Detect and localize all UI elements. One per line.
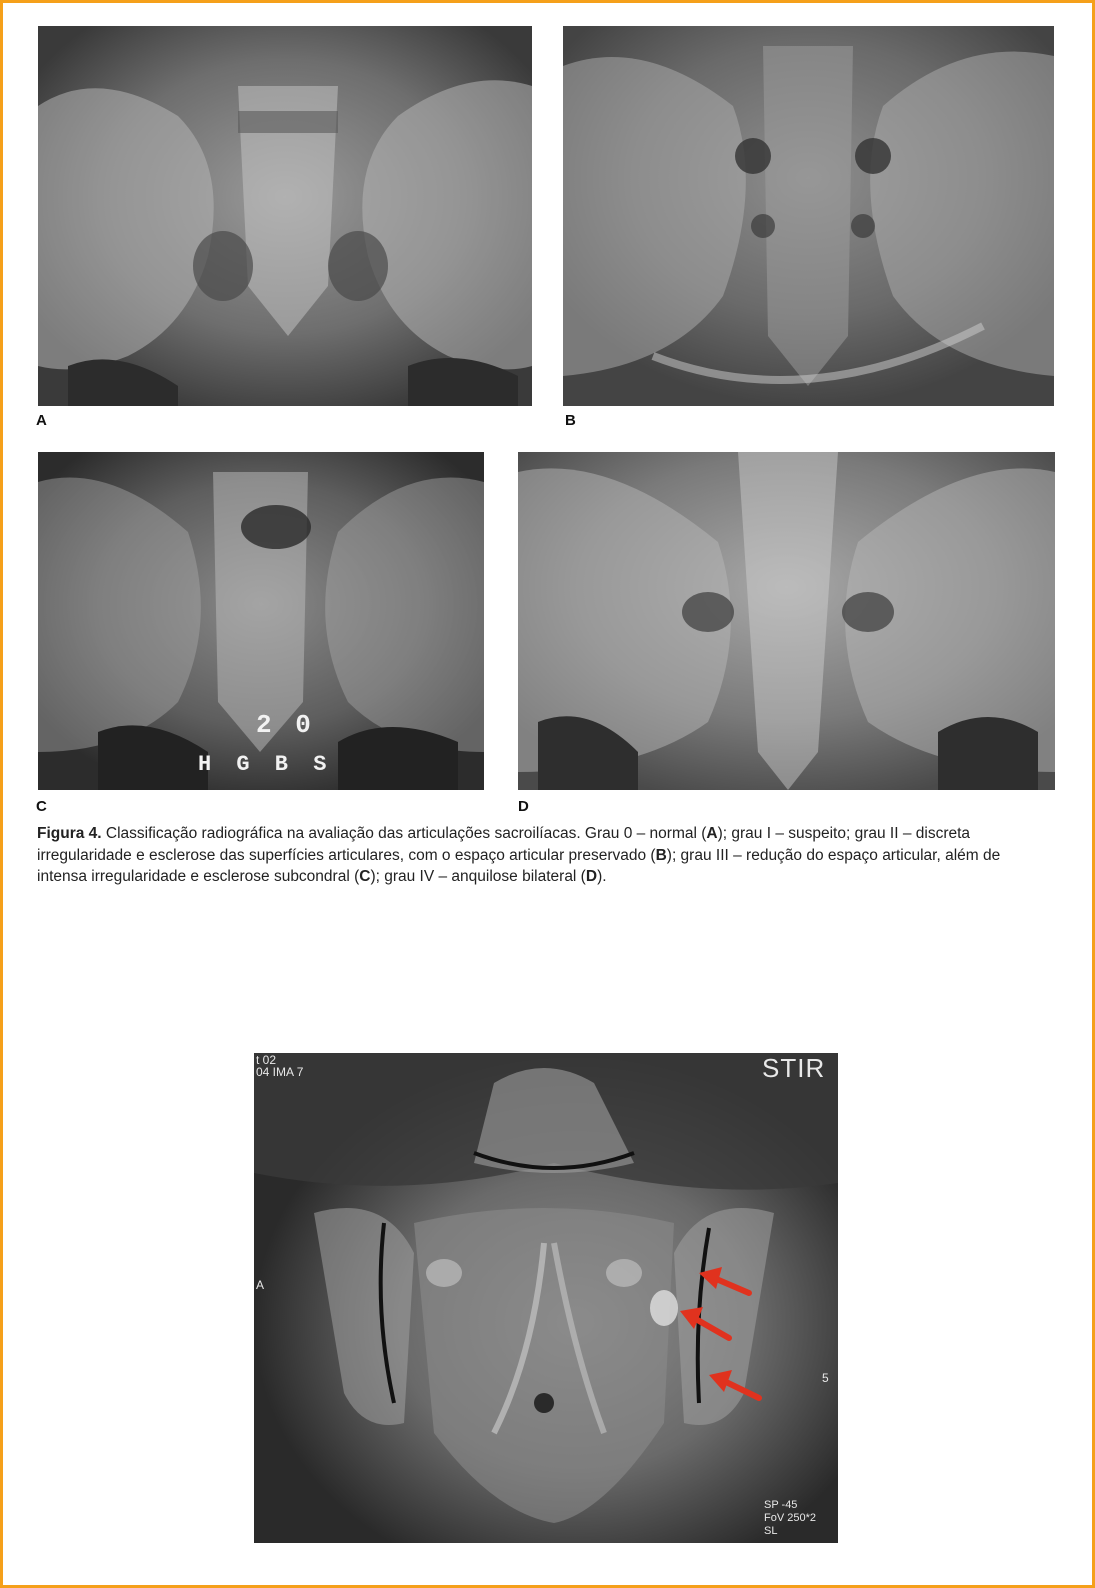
caption-ref-a: A [706,825,718,842]
xray-panel-c [38,452,484,790]
mri-top-left-line1: t 02 [256,1053,277,1067]
panel-label-b: B [565,412,576,429]
caption-part-4: ); grau IV – anquilose bilateral ( [370,868,586,885]
caption-part-1: Classificação radiográfica na avaliação das articulações sacroilíacas. Grau 0 – normal ( [101,825,707,842]
panel-label-c: C [36,798,47,815]
caption-ref-b: B [655,846,667,864]
panel-label-d: D [518,798,529,815]
mri-bottom-right-line3: SL [764,1525,778,1537]
caption-part-3: ); grau III – redução do espaço articular, além de intensa irregularidade e esclerose subcondral ( [37,846,1001,885]
mri-scan [254,1053,838,1543]
mri-image [254,1053,838,1543]
figure-caption [37,823,1037,888]
panel-label-a: A [36,412,47,429]
mri-side-left: A [256,1278,265,1292]
mri-sequence-label: STIR [762,1053,826,1083]
xray-d-image [518,452,1055,790]
mri-bottom-right-line2: FoV 250*2 [764,1512,816,1524]
caption-ref-c: C [359,868,371,885]
xray-a-image [38,26,532,406]
caption-ref-d: D [585,868,598,885]
caption-part-2: ); grau I – suspeito; grau II – discreta irregularidade e esclerose das superfícies articulares, com o espaço articular preservado ( [37,825,971,864]
caption-part-5: ). [597,868,607,885]
caption-prefix: Figura 4. [37,825,102,842]
xray-panel-d [518,452,1055,790]
xray-panel-b [563,26,1054,406]
mri-bottom-right-line1: SP -45 [764,1499,798,1511]
xray-panel-a [38,26,532,406]
mri-side-right: 5 [822,1371,829,1385]
film-text-number: 2 0 [256,710,315,740]
film-text-code: H G B S [198,752,333,777]
xray-b-image [563,26,1054,406]
mri-top-left-line2: 04 IMA 7 [256,1065,304,1079]
